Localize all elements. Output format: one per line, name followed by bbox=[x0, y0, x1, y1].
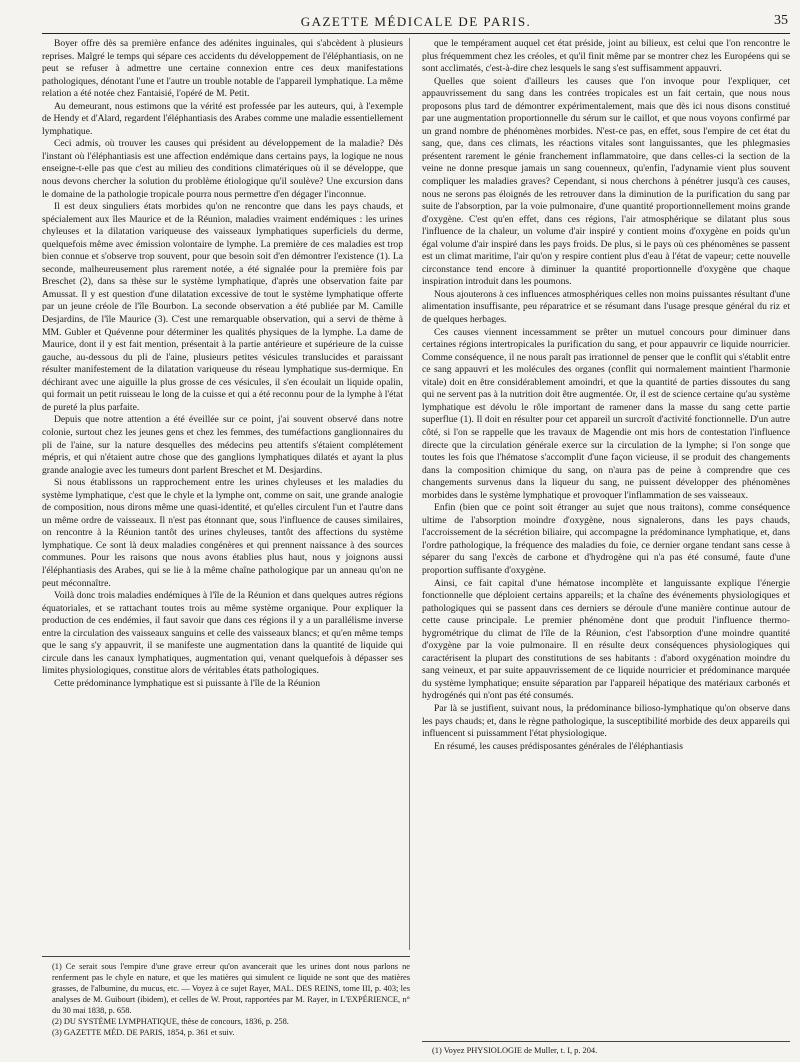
left-paragraph: Cette prédominance lymphatique est si puissante à l'île de la Réunion bbox=[54, 677, 321, 689]
footnote: (1) Voyez PHYSIOLOGIE de Muller, t. I, p. 204. bbox=[432, 1046, 598, 1055]
right-paragraph: Ces causes viennent incessamment se prêter un mutuel concours pour diminuer dans certaines régions intertropicales la purification du sang, et pour appauvrir ce liquide nourricier. Comme conséquence, il ne nous paraît pas irrationnel de penser que le conflit qui s'établit entre ce sang appauvri et les molécules des organes (conflit qui normalement maintient l'harmonie vitale) doit en être considérablement amoindri, et que la quantité de parties dissoutes du sang qui ne servent pas à la nutrition doit être augmentée. Or, il est de science certaine qu'au système lymphatique est dévolu le rôle important de ramener dans la masse du sang cette partie superflue (1). Il doit en résulter pour cet appareil un surcroît d'activité fonctionnelle. D'un autre côté, si l'on se rappelle que les travaux de Magendie ont mis hors de contestation l'influence directe que la circulation générale exerce sur la circulation de la lymphe; si l'on songe que toutes les fois que l'hématose s'accomplit d'une façon vicieuse, il se produit des changements dans la composition chimique du sang, on n'aura pas de peine à comprendre que ces changements survenus dans la liqueur du sang, ne puissent développer des phénomènes morbides dans le système lymphatique et provoquer l'inflammation de ses vaisseaux. bbox=[422, 326, 790, 501]
left-paragraph: Ceci admis, où trouver les causes qui président au développement de la maladie? Dès l'instant où l'éléphantiasis est une affection endémique dans certains pays, la logique ne nous enseigne-t-elle pas que c'est au milieu des conditions climatériques où il se développe, que nous devons chercher la solution du problème étiologique qu'il soulève? Une excursion dans le domaine de la pathologie tropicale pourra nous permettre d'en dégager l'inconnue. bbox=[42, 138, 403, 200]
left-column bbox=[42, 38, 410, 950]
left-paragraph: Il est deux singuliers états morbides qu'on ne rencontre que dans les pays chauds, et spécialement aux îles Maurice et de la Réunion, maladies vraiment endémiques : les urines chyleuses et la dilatation variqueuse des vaisseaux lymphatiques superficiels du derme, quelquefois même avec émission volontaire de lymphe. La première de ces maladies est trop bien connue et s'observe trop souvent, pour que besoin soit d'en démontrer l'existence (1). La seconde, malheureusement plus rarement notée, a été signalée pour la première fois par Breschet (2), dans sa thèse sur le système lymphatique, d'après une observation faite par Amussat. Il y est question d'une dilatation excessive de tout le système lymphatique offerte par un jeune créole de l'île Bourbon. La seconde observation a été publiée par M. Camille Desjardins, de l'île Maurice (3). C'est une remarquable observation, qui a servi de thème à MM. Gubler et Quévenne pour déterminer les qualités physiques de la lymphe. La dame de Maurice, dont il y est fait mention, présentait à la partie antérieure et supérieure de la cuisse gauche, au-dessous du pli de l'aine, plusieurs petites vésicules translucides et paraissant résulter manifestement de la dilatation variqueuse du réseau lymphatique sus-dermique. En déchirant avec une aiguille la plus grosse de ces vésicules, il s'en écoulait un liquide opalin, qui formait un petit ruisseau le long de la cuisse et qui a été reconnu pour de la lymphe à l'état de pureté la plus parfaite. bbox=[42, 201, 403, 413]
left-column-wrapper bbox=[42, 38, 410, 1056]
page-number: 35 bbox=[774, 13, 788, 28]
right-paragraph: En résumé, les causes prédisposantes générales de l'éléphantiasis bbox=[434, 740, 683, 752]
text-columns bbox=[42, 38, 790, 1056]
left-paragraph: Voilà donc trois maladies endémiques à l'île de la Réunion et dans quelques autres régions équatoriales, et se rattachant toutes trois au même système organique. Pour expliquer la production de ces endémies, il faut savoir que dans ces régions il y a un parallélisme inverse entre la circulation des vaisseaux sanguins et celle des vaisseaux blancs; et qu'en même temps que le sang s'y appauvrit, il se manifeste une augmentation dans la quantité de liquide qui circule dans les canaux lymphatiques, augmentation qui, venant quelquefois à dépasser ses limites physiologiques, constitue alors de véritables états pathologiques. bbox=[42, 590, 403, 677]
footnote: (1) Ce serait sous l'empire d'une grave erreur qu'on avancerait que les urines dont nous parlons ne renferment pas le chyle en nature, et que les matières qui simulent ce liquide ne sont que des matières grasses, de l'albumine, du mucus, etc. — Voyez à ce sujet Rayer, MAL. DES REINS, tome III, p. 403; les analyses de M. Guibourt (ibidem), et celles de W. Prout, rapportées par M. Rayer, in L'EXPÉRIENCE, n° du 30 mai 1838, p. 658. bbox=[52, 962, 410, 1015]
left-paragraph: Boyer offre dès sa première enfance des adénites inguinales, qui s'abcèdent à plusieurs reprises. Malgré le temps qui sépare ces accidents du développement de l'éléphantiasis, on ne peut se refuser à admettre une certaine connexion entre ces deux manifestations pathologiques, dénotant l'une et l'autre un trouble notable de l'appareil lymphatique. La même relation a été notée chez Fantaisié, l'opéré de M. Petit. bbox=[42, 38, 403, 100]
right-paragraph: Quelles que soient d'ailleurs les causes que l'on invoque pour l'expliquer, cet appauvrissement du sang dans les contrées tropicales est un fait certain, que nous nous proposons plus tard de démontrer expérimentalement, mais que dès ici nous disons constitué par une augmentation proportionnelle du sérum sur le caillot, et que nous voyons confirmé par un grand nombre de phénomènes morbides. N'est-ce pas, en effet, sous l'empire de cet état du sang, que, dans ces climats, les réactions vitales sont languissantes, que les phlegmasies présentent rarement le génie franchement inflammatoire, que dans celles-ci la section de la veine ne donne presque jamais un sang couenneux, qu'enfin, l'adynamie vient plus souvent compliquer les maladies graves? Cependant, si nous cherchons à pénétrer jusqu'à ces causes, nous ne serons pas éloignés de les retrouver dans la diminution de la purification du sang par suite de l'absorption, par la voie pulmonaire, d'une quantité proportionnellement moins grande d'oxygène. C'est qu'en effet, dans ces régions, l'air atmosphérique se dilatant plus sous l'influence de la chaleur, un volume d'air inspiré y contient moins d'oxygène en poids qu'un égal volume d'air inspiré dans les pays froids. De plus, si le pays où ces phénomènes se passent est un climat maritime, l'air qu'on y respire contient plus d'eau à l'état de vapeur; cette nouvelle circonstance tend encore à diminuer la quantité proportionnelle d'oxygène que chaque inspiration introduit dans les poumons. bbox=[422, 75, 790, 288]
left-paragraph: Au demeurant, nous estimons que la vérité est professée par les auteurs, qui, à l'exemple de Hendy et d'Alard, regardent l'éléphantiasis des Arabes comme une maladie essentiellement lymphatique. bbox=[42, 100, 403, 137]
right-paragraph: Ainsi, ce fait capital d'une hématose incomplète et languissante explique l'énergie fonctionnelle que déploient certains appareils; et la chaîne des événements physiologiques et pathologiques qui se passent dans ces derniers se déroule d'une manière continue autour de cette cause principale. Le premier phénomène dont que produit l'influence thermo-hygrométrique du climat de l'île de la Réunion, c'est l'absorption d'une moindre quantité d'oxygène par la voie pulmonaire. Il en résulte deux conséquences physiologiques qui caractérisent la plupart des constitutions de ses habitants : d'abord oxygénation moindre du sang veineux, et par suite appauvrissement de ce liquide nourricier et prédominance marquée du système lymphatique; ensuite séparation par l'appareil hépatique des matériaux carbonés et hydrogénés qui n'ont pas été consumés. bbox=[422, 577, 790, 702]
journal-title: GAZETTE MÉDICALE DE PARIS. bbox=[300, 14, 532, 29]
left-paragraph: Si nous établissons un rapprochement entre les urines chyleuses et les maladies du système lymphatique, c'est que le chyle et la lymphe ont, comme on sait, une grande analogie de composition, nous dirons même une quasi-identité, et qu'elles circulent l'un et l'autre dans un même ordre de vaisseaux. Il n'est pas étonnant que, sous l'influence de causes similaires, on rencontre à la Réunion tantôt des urines chyleuses, tantôt des affections du système lymphatique. Ce sont là deux maladies congénères et qui prennent naissance à des sources communes. Pour les raisons que nous avons établies plus haut, nous y joignons aussi l'éléphantiasis des Arabes, qui se lie à la même chaîne pathologique par un anneau qu'on ne peut méconnaître. bbox=[42, 477, 403, 589]
right-paragraph: que le tempérament auquel cet état préside, joint au bilieux, est celui que l'on rencontre le plus fréquemment chez les créoles, et qu'il finit même par se montrer chez les Européens qui se sont acclimatés, c'est-à-dire chez lesquels le sang s'est suffisamment appauvri. bbox=[422, 38, 790, 75]
right-paragraph: Par là se justifient, suivant nous, la prédominance bilioso-lymphatique qu'on observe dans les pays chauds; et, dans le règne pathologique, la susceptibilité morbide des deux appareils qui influencent si puissamment l'état physiologique. bbox=[422, 702, 790, 740]
right-paragraph: Enfin (bien que ce point soit étranger au sujet que nous traitons), comme conséquence ultime de l'absorption moindre d'oxygène, nous signalerons, dans les pays chauds, l'accroissement de la sécrétion biliaire, qui accompagne la prédominance lymphatique, et, dans l'ordre pathologique, la fréquence des maladies du foie, ce dernier organe tendant sans cesse à séparer du sang l'excès de carbone et d'hydrogène qui n'a pas été consumé, faute d'une proportion suffisante d'oxygène. bbox=[422, 502, 790, 576]
left-paragraph: Depuis que notre attention a été éveillée sur ce point, j'ai souvent observé dans notre colonie, surtout chez les jeunes gens et chez les femmes, des tuméfactions ganglionnaires du pli de l'aine, sur la nature desquelles des médecins peu attentifs s'étaient complétement mépris, et qui n'étaient autre chose que des ganglions lymphatiques dilatés et ayant la plus grande analogie avec les tumeurs dont parlent Breschet et M. Desjardins. bbox=[42, 414, 403, 476]
page-header bbox=[42, 12, 790, 34]
right-column bbox=[422, 38, 790, 1056]
footnote-divider bbox=[422, 1041, 790, 1042]
footnote-divider bbox=[42, 956, 410, 957]
right-footnote-block bbox=[422, 1041, 790, 1056]
right-paragraph: Nous ajouterons à ces influences atmosphériques celles non moins puissantes résultant d'une alimentation insuffisante, peu réparatrice et se résumant dans l'usage presque général du riz et de quelques herbages. bbox=[422, 288, 790, 326]
footnote: (2) DU SYSTÈME LYMPHATIQUE, thèse de concours, 1836, p. 258. bbox=[52, 1017, 289, 1026]
footnote: (3) GAZETTE MÉD. DE PARIS, 1854, p. 361 et suiv. bbox=[52, 1028, 235, 1037]
